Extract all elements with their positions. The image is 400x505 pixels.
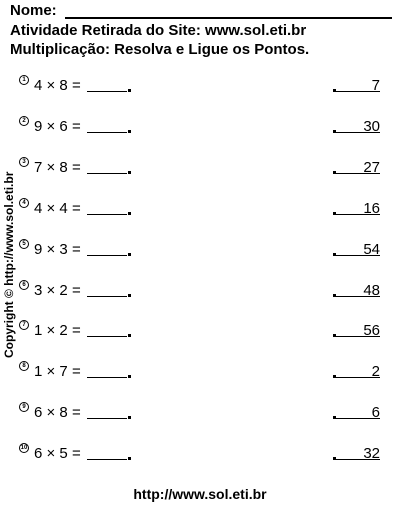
footer-url: http://www.sol.eti.br [133, 486, 267, 502]
left-connect-dot [128, 416, 131, 419]
row-2 [0, 118, 400, 138]
row-10 [0, 445, 400, 465]
problem-expression: 6 × 8 = [34, 404, 81, 421]
instructions-line: Multiplicação: Resolva e Ligue os Pontos. [10, 41, 310, 58]
result-value: 54 [363, 241, 380, 258]
left-connect-dot [128, 294, 131, 297]
problem-number: 8 [19, 361, 29, 371]
left-connect-dot [128, 457, 131, 460]
answer-blank [87, 296, 127, 297]
answer-blank [87, 132, 127, 133]
copyright-vertical: Copyright © http://www.sol.eti.br [2, 171, 16, 358]
problem-number: 4 [19, 198, 29, 208]
problem-number: 6 [19, 280, 29, 290]
answer-blank [87, 459, 127, 460]
name-write-line [65, 17, 392, 19]
problem-number: 5 [19, 239, 29, 249]
left-connect-dot [128, 212, 131, 215]
problem-expression: 6 × 5 = [34, 445, 81, 462]
problem-expression: 7 × 8 = [34, 159, 81, 176]
row-4 [0, 200, 400, 220]
left-connect-dot [128, 130, 131, 133]
answer-blank [87, 418, 127, 419]
result-value: 2 [371, 363, 380, 380]
row-9 [0, 404, 400, 424]
left-connect-dot [128, 334, 131, 337]
result-value: 56 [363, 322, 380, 339]
answer-blank [87, 377, 127, 378]
name-label: Nome: [10, 2, 57, 19]
name-row [10, 2, 395, 20]
row-3 [0, 159, 400, 179]
row-8 [0, 363, 400, 383]
answer-blank [87, 173, 127, 174]
problem-number: 3 [19, 157, 29, 167]
problem-expression: 4 × 4 = [34, 200, 81, 217]
problem-expression: 1 × 7 = [34, 363, 81, 380]
result-value: 7 [371, 77, 380, 94]
problem-number: 2 [19, 116, 29, 126]
result-value: 30 [363, 118, 380, 135]
problem-number: 7 [19, 320, 29, 330]
result-value: 16 [363, 200, 380, 217]
problem-number: 9 [19, 402, 29, 412]
problem-expression: 4 × 8 = [34, 77, 81, 94]
left-connect-dot [128, 375, 131, 378]
row-6 [0, 282, 400, 302]
answer-blank [87, 214, 127, 215]
problem-expression: 9 × 6 = [34, 118, 81, 135]
row-7 [0, 322, 400, 342]
left-connect-dot [128, 89, 131, 92]
result-value: 27 [363, 159, 380, 176]
result-value: 48 [363, 282, 380, 299]
answer-blank [87, 336, 127, 337]
row-1 [0, 77, 400, 97]
left-connect-dot [128, 171, 131, 174]
result-value: 32 [363, 445, 380, 462]
row-5 [0, 241, 400, 261]
source-line: Atividade Retirada do Site: www.sol.eti.br [10, 22, 307, 39]
problem-expression: 1 × 2 = [34, 322, 81, 339]
problem-expression: 9 × 3 = [34, 241, 81, 258]
left-connect-dot [128, 253, 131, 256]
answer-blank [87, 255, 127, 256]
problem-expression: 3 × 2 = [34, 282, 81, 299]
answer-blank [87, 91, 127, 92]
problem-number: 1 [19, 75, 29, 85]
result-value: 6 [371, 404, 380, 421]
problem-number: 10 [20, 445, 28, 451]
